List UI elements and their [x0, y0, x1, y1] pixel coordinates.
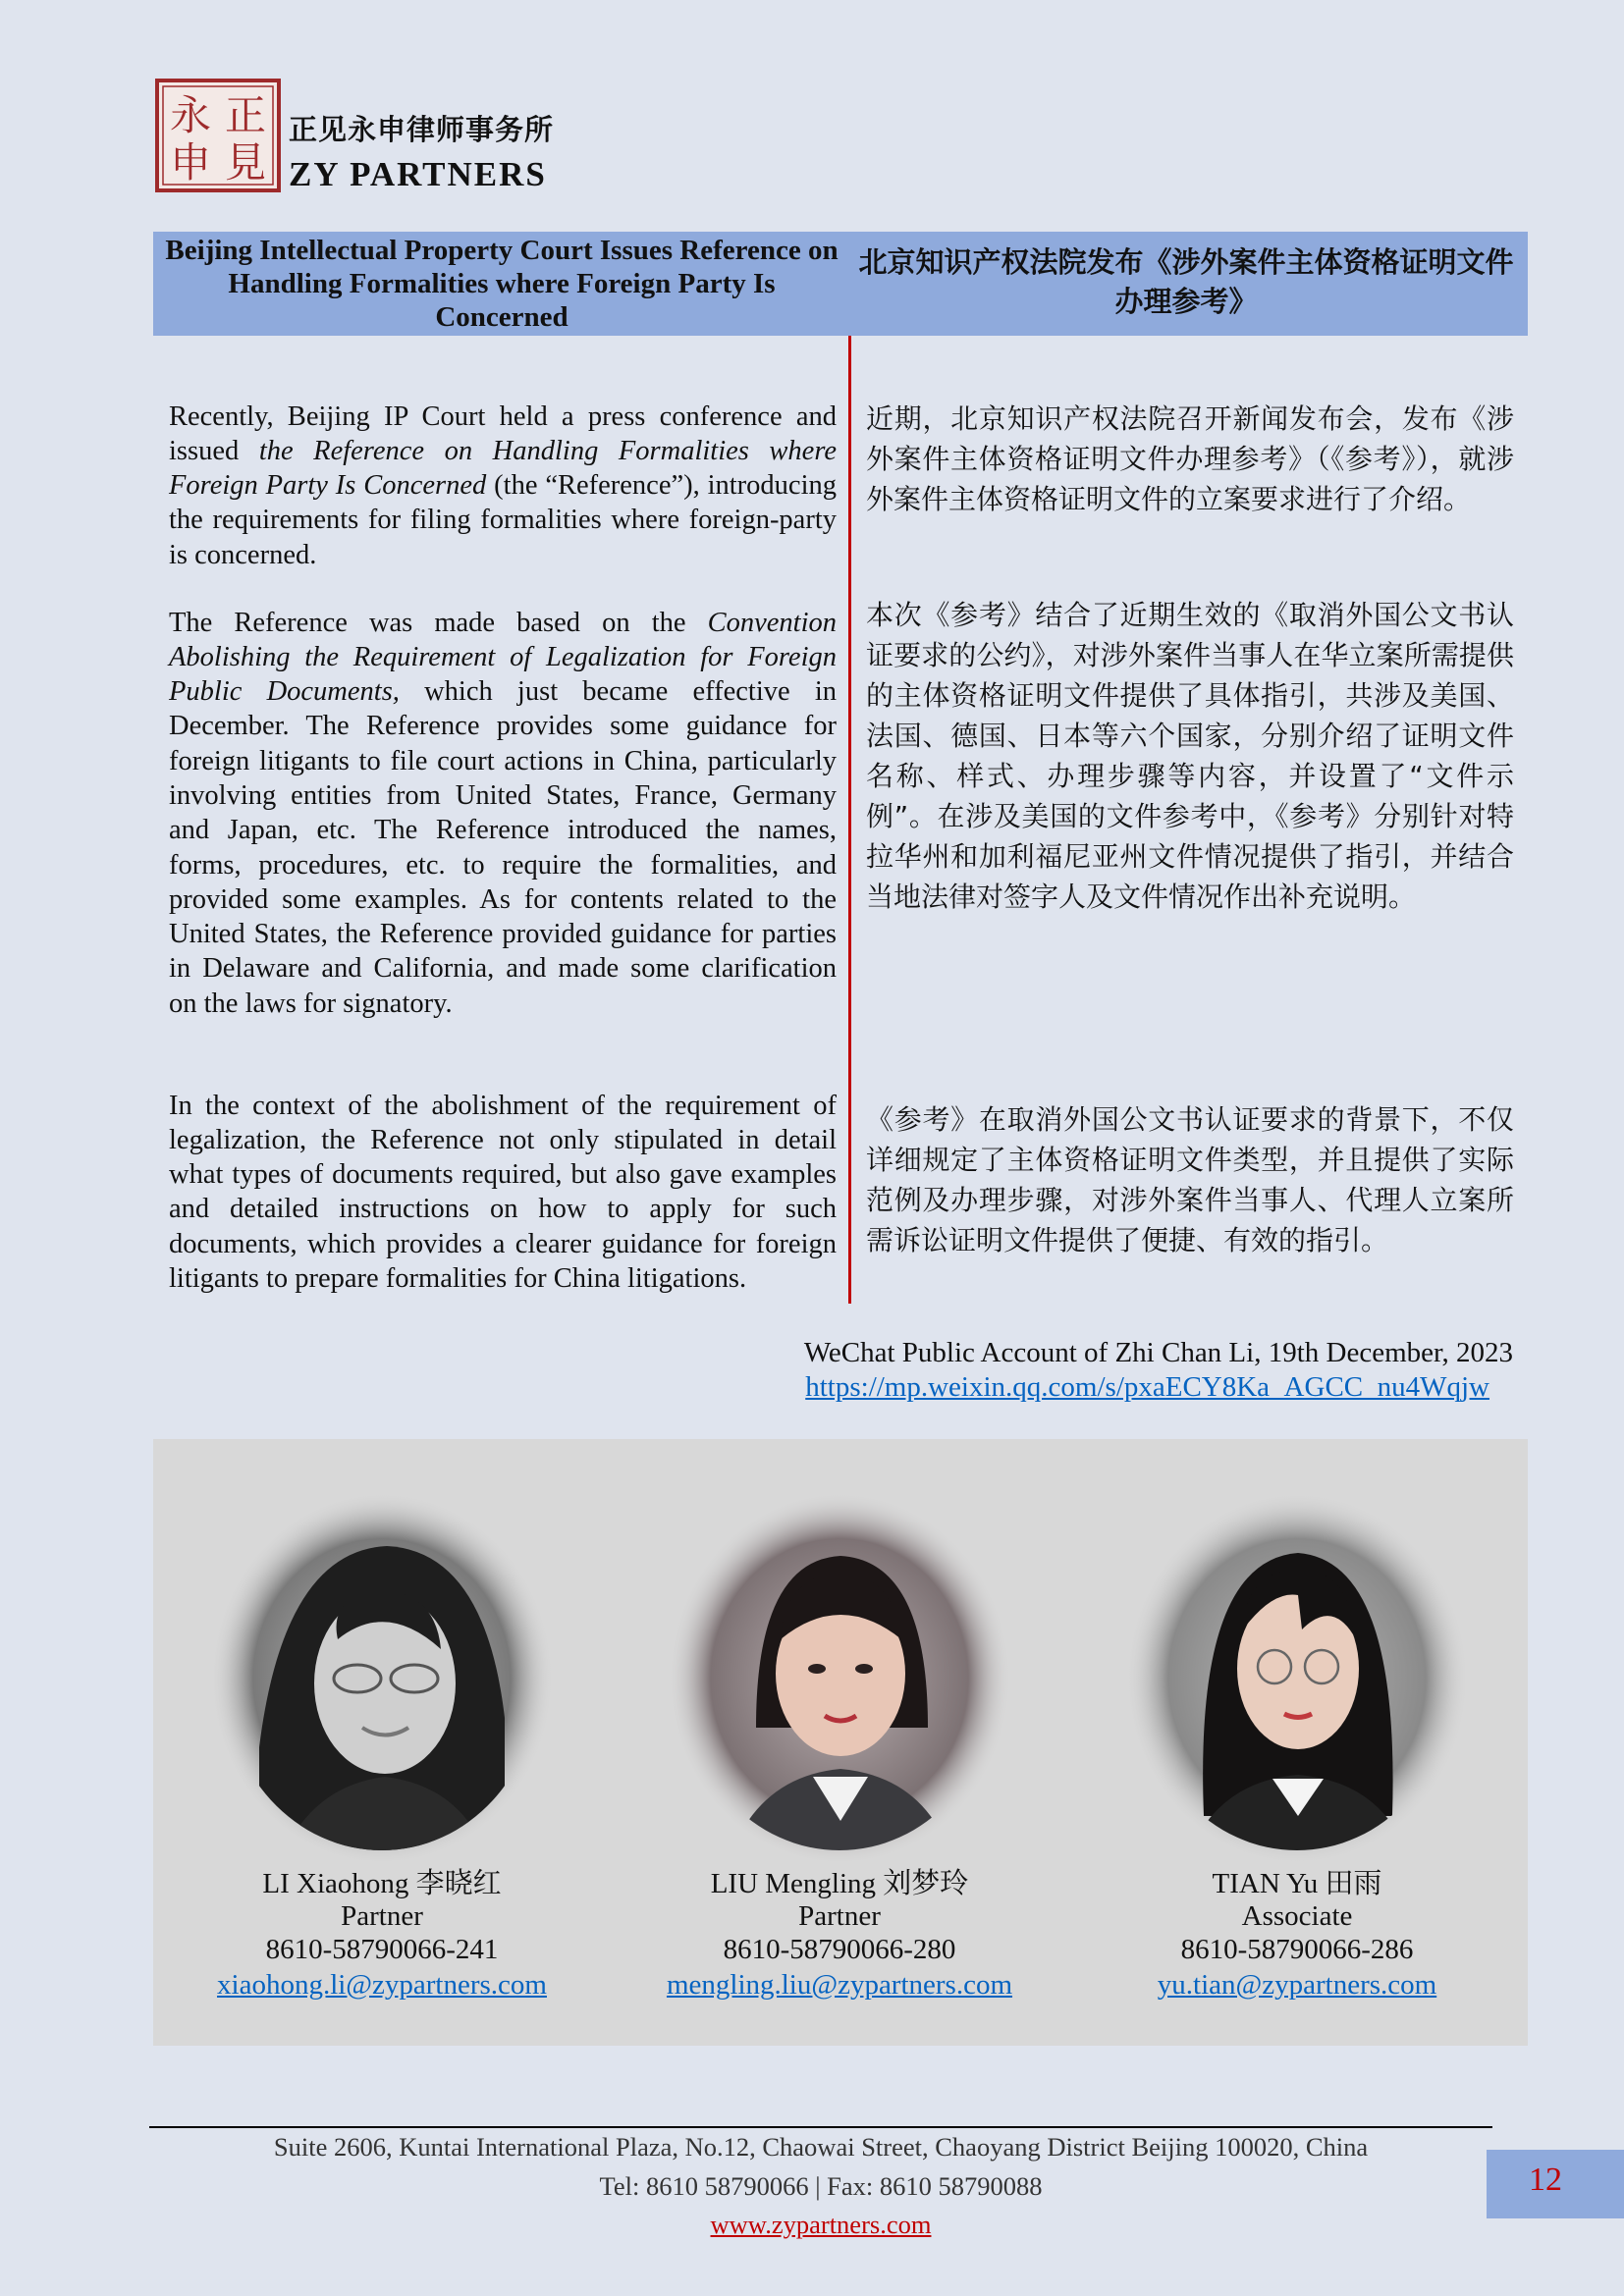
member-name: LI Xiaohong 李晓红: [262, 1868, 502, 1899]
member-title: Partner: [341, 1900, 423, 1932]
member-email-link[interactable]: mengling.liu@zypartners.com: [666, 1969, 1013, 2001]
chinese-paragraph-3: 《参考》在取消外国公文书认证要求的背景下，不仅详细规定了主体资格证明文件类型，并且提供了实际范例及办理步骤，对涉外案件当事人、代理人立案所需诉讼证明文件提供了便捷、有效的指引。: [866, 1103, 1514, 1256]
firm-name-en: ZY PARTNERS: [289, 155, 547, 193]
member-name: TIAN Yu 田雨: [1212, 1868, 1382, 1899]
chinese-paragraph-2: 本次《参考》结合了近期生效的《取消外国公文书认证要求的公约》，对涉外案件当事人在华立案所需提供的主体资格证明文件提供了具体指引，共涉及美国、法国、德国、日本等六个国家，分别介绍了证明文件名称、样式、办理步骤等内容，并设置了“文件示例”。在涉及美国的文件参考中，《参考》分别针对特拉华州和加利福尼亚州文件情况提供了指引，并结合当地法律对签字人及文件情况作出补充说明。: [866, 599, 1514, 913]
team-contacts-panel: [153, 1439, 1528, 2046]
member-title: Associate: [1241, 1900, 1353, 1932]
footer-rule: [149, 2126, 1492, 2128]
member-email-link[interactable]: xiaohong.li@zypartners.com: [217, 1969, 547, 2001]
article-title-en: Beijing Intellectual Property Court Issues Reference on Handling Formalities where Foreign Party Is Concerned: [165, 235, 839, 333]
team-member-card: [153, 1439, 611, 2046]
firm-name-cn: 正见永申律师事务所: [289, 113, 555, 146]
team-member-card: [611, 1439, 1068, 2046]
svg-text:永: 永: [169, 91, 212, 139]
member-name: LIU Mengling 刘梦玲: [710, 1868, 969, 1899]
firm-logo-seal: [155, 79, 281, 192]
footer-address: Suite 2606, Kuntai International Plaza, No.12, Chaowai Street, Chaoyang District Beijing 100020, China: [273, 2132, 1369, 2162]
svg-text:見: 見: [224, 138, 267, 187]
member-email-link[interactable]: yu.tian@zypartners.com: [1157, 1969, 1437, 2001]
member-photo: [1106, 1492, 1489, 1865]
column-divider: [848, 336, 851, 1304]
team-member-card: [1068, 1439, 1526, 2046]
footer-phone-fax: Tel: 8610 58790066 | Fax: 8610 58790088: [599, 2171, 1043, 2201]
english-paragraph-3: In the context of the abolishment of the requirement of legalization, the Reference not only stipulated in detail what types of documents required, but also gave examples and detailed instructions on how to apply for such documents, which provides a clearer guidance for foreign litigants to prepare formalities for China litigations.: [169, 1090, 837, 1294]
chinese-paragraph-1: 近期，北京知识产权法院召开新闻发布会，发布《涉外案件主体资格证明文件办理参考》（《参考》），就涉外案件主体资格证明文件的立案要求进行了介绍。: [866, 402, 1514, 515]
member-title: Partner: [798, 1900, 881, 1932]
svg-text:正: 正: [224, 91, 267, 139]
english-paragraph-2: The Reference was made based on the Convention Abolishing the Requirement of Legalization for Foreign Public Documents, which just became effective in December. The Reference provides some guidance for foreign litigants to file court actions in China, particularly involving entities from United States, France, Germany and Japan, etc. The Reference introduced the names, forms, procedures, etc. to require the formalities, and provided some examples. As for contents related to the United States, the Reference provided guidance for parties in Delaware and California, and made some clarification on the laws for signatory.: [169, 607, 837, 1019]
footer-website-link[interactable]: www.zypartners.com: [710, 2210, 932, 2239]
member-phone: 8610-58790066-241: [265, 1934, 499, 1965]
member-phone: 8610-58790066-286: [1180, 1934, 1414, 1965]
english-paragraph-1: Recently, Beijing IP Court held a press conference and issued the Reference on Handling Formalities where Foreign Party Is Concerned (the “Reference”), introducing the requirements for filing formalities where foreign-party is concerned.: [169, 400, 838, 570]
source-attribution: WeChat Public Account of Zhi Chan Li, 19th December, 2023: [803, 1337, 1513, 1368]
member-photo: [648, 1492, 1031, 1865]
source-link[interactable]: https://mp.weixin.qq.com/s/pxaECY8Ka_AGCC_nu4Wqjw: [805, 1371, 1489, 1403]
member-phone: 8610-58790066-280: [723, 1934, 956, 1965]
page-number: 12: [1529, 2162, 1562, 2198]
article-title-cn: 北京知识产权法院发布《涉外案件主体资格证明文件办理参考》: [858, 245, 1514, 318]
svg-text:申: 申: [169, 138, 212, 187]
member-photo: [190, 1492, 573, 1865]
